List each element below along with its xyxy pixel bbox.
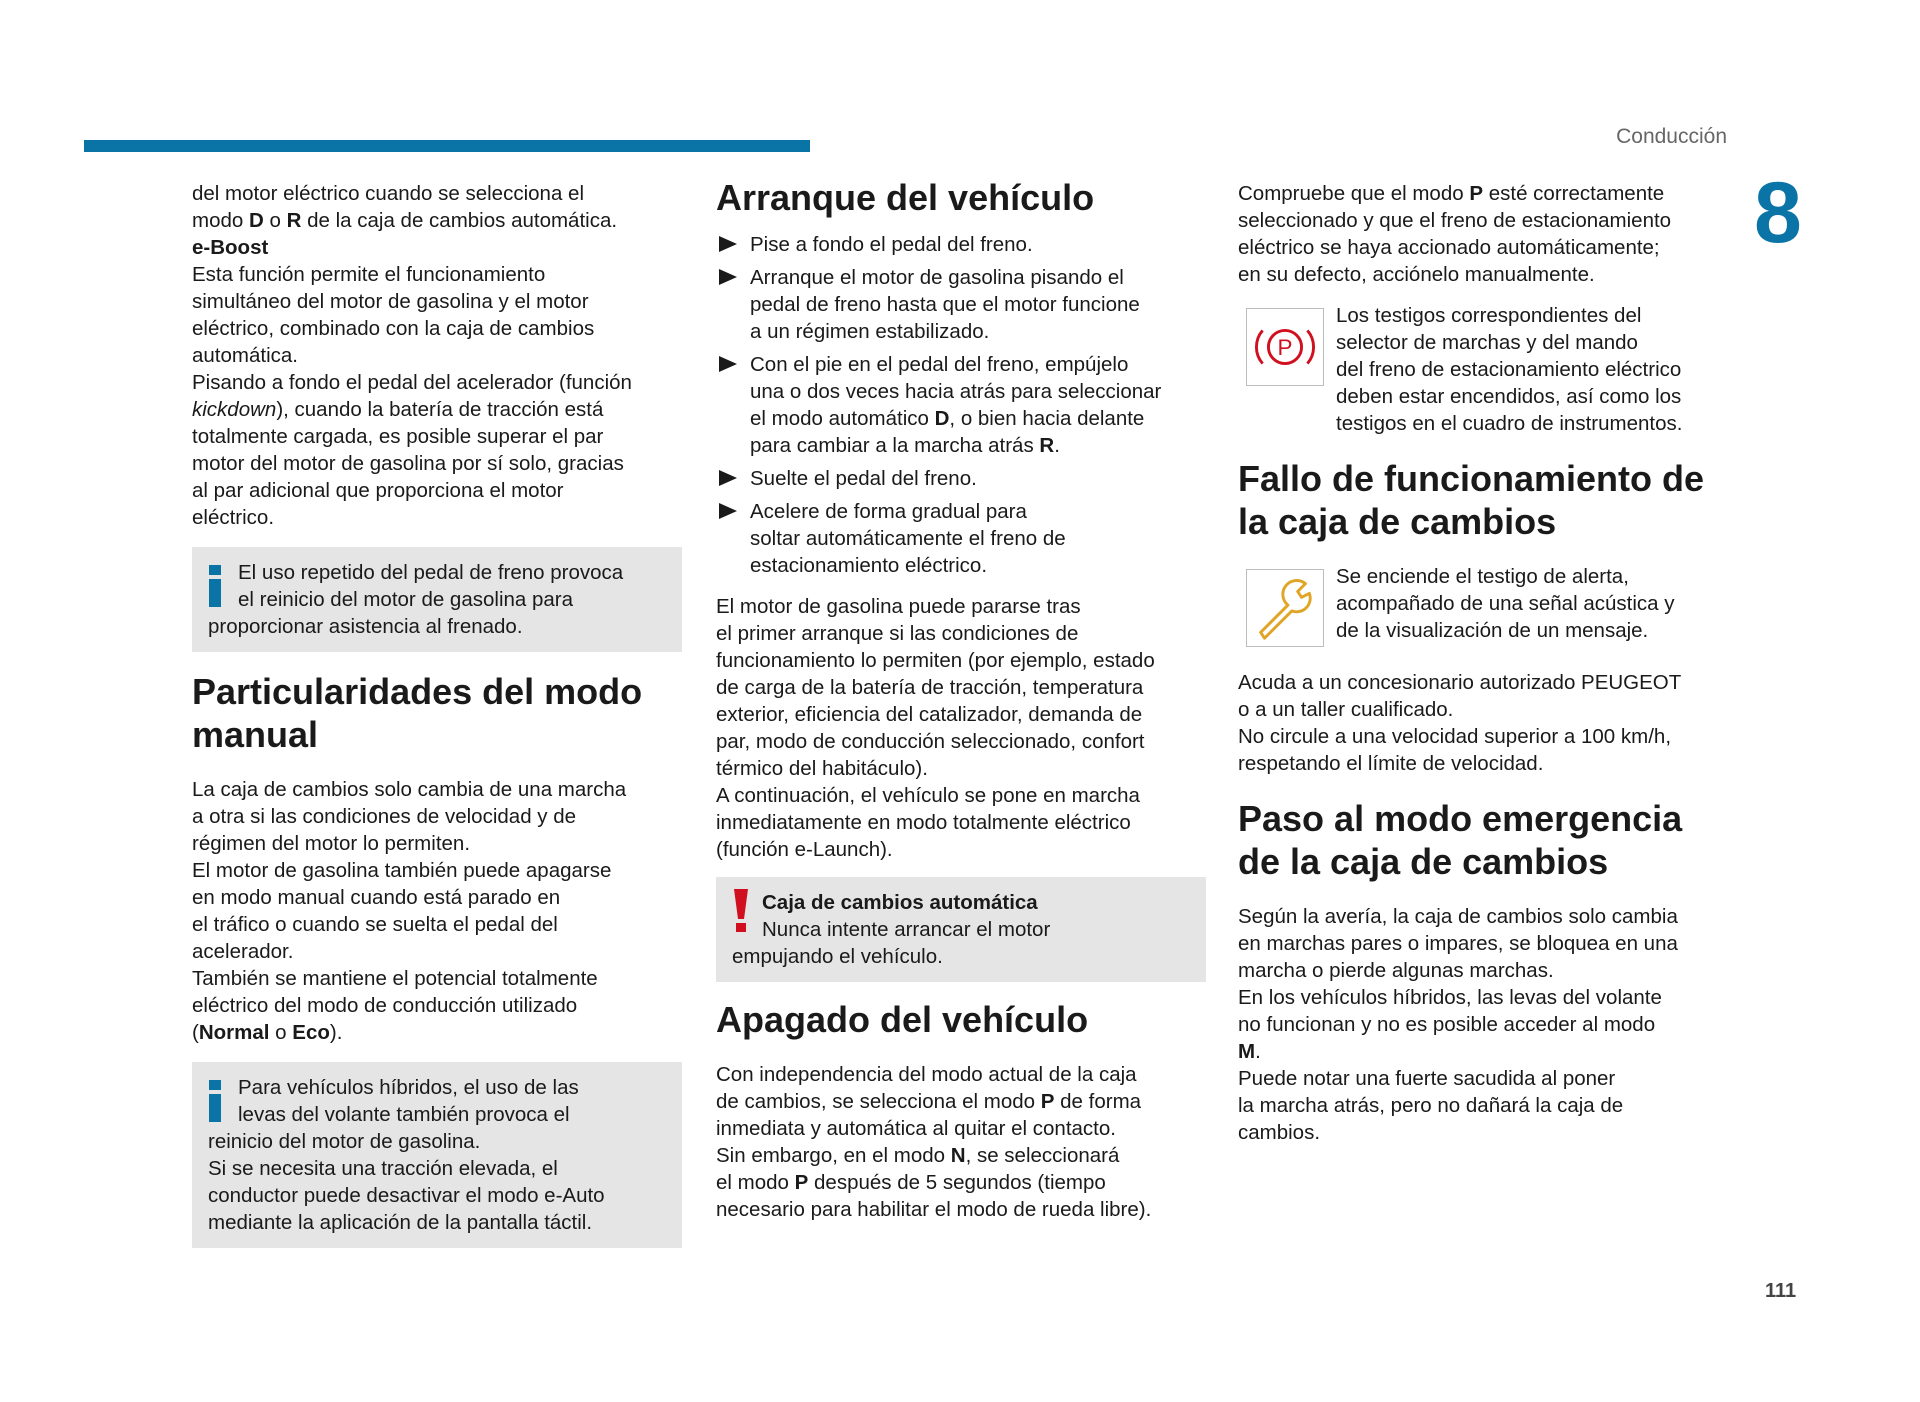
text-line: de carga de la batería de tracción, temperatura: [716, 676, 1144, 699]
step-text-line: Acelere de forma gradual para: [750, 500, 1027, 523]
text-line: del motor eléctrico cuando se selecciona el: [192, 182, 584, 205]
text-line: e-Boost: [192, 236, 269, 259]
info-icon: [208, 565, 222, 607]
step-text-line: el modo automático D, o bien hacia delante: [750, 407, 1145, 430]
text-line: seleccionado y que el freno de estacionamiento: [1238, 209, 1672, 232]
fault-lamp-row: [1238, 563, 1734, 647]
text-line: funcionamiento lo permiten (por ejemplo, estado: [716, 649, 1155, 672]
heading-emergency-mode: [1238, 797, 1734, 883]
text-line: el modo P después de 5 segundos (tiempo: [716, 1171, 1106, 1194]
step-text-line: pedal de freno hasta que el motor funcione: [750, 293, 1140, 316]
note-line: el reinicio del motor de gasolina para: [238, 588, 574, 611]
text-line: A continuación, el vehículo se pone en marcha: [716, 784, 1140, 807]
intro-paragraph: [192, 180, 682, 531]
parking-brake-warning-icon: [1246, 308, 1324, 386]
start-steps-list: [716, 231, 1206, 579]
text-line: Según la avería, la caja de cambios solo cambia: [1238, 905, 1678, 928]
step-text-line: estacionamiento eléctrico.: [750, 554, 988, 577]
check-paragraph: [1238, 180, 1734, 288]
warning-note: [716, 877, 1206, 982]
column-2: [716, 177, 1206, 1223]
step-arrow-icon: [718, 502, 738, 520]
text-line: a otra si las condiciones de velocidad y de: [192, 805, 577, 828]
text-line: automática.: [192, 344, 298, 367]
text-line: También se mantiene el potencial totalmente: [192, 967, 598, 990]
page-number: 111: [1765, 1280, 1797, 1302]
step-arrow-icon: [718, 268, 738, 286]
heading-line: la caja de cambios: [1238, 501, 1557, 542]
start-paragraph: [716, 593, 1206, 863]
step-text-line: Pise a fondo el pedal del freno.: [750, 233, 1033, 256]
text-line: Esta función permite el funcionamiento: [192, 263, 546, 286]
text-line: eléctrico del modo de conducción utilizado: [192, 994, 578, 1017]
stop-paragraph: [716, 1061, 1206, 1223]
text-line: inmediata y automática al quitar el contacto.: [716, 1117, 1116, 1140]
step-text-line: soltar automáticamente el freno de: [750, 527, 1066, 550]
fault-paragraph: [1238, 669, 1734, 777]
text-line: en su defecto, acciónelo manualmente.: [1238, 263, 1595, 286]
heading-line: Paso al modo emergencia: [1238, 798, 1683, 839]
chapter-number: 8: [1754, 165, 1802, 261]
start-step: [716, 498, 1206, 579]
text-line: térmico del habitáculo).: [716, 757, 928, 780]
warning-line-2: empujando el vehículo.: [732, 945, 943, 968]
heading-line: Particularidades del modo: [192, 671, 643, 712]
warning-icon: [730, 889, 752, 933]
text-line: respetando el límite de velocidad.: [1238, 752, 1544, 775]
hybrid-info-note-text: [208, 1074, 668, 1236]
warning-line-1: Nunca intente arrancar el motor: [762, 918, 1051, 941]
hybrid-info-note: [192, 1062, 682, 1248]
text-line: régimen del motor lo permiten.: [192, 832, 471, 855]
parking-icon-label: P: [1277, 334, 1293, 360]
text-line: No circule a una velocidad superior a 100 km/h,: [1238, 725, 1672, 748]
heading-vehicle-start: [716, 176, 1206, 219]
note-line: levas del volante también provoca el: [238, 1103, 570, 1126]
start-step: [716, 465, 1206, 492]
step-arrow-icon: [718, 235, 738, 253]
text-line: testigos en el cuadro de instrumentos.: [1336, 412, 1683, 435]
note-line: El uso repetido del pedal de freno provoca: [238, 561, 624, 584]
step-text-line: a un régimen estabilizado.: [750, 320, 990, 343]
text-line: selector de marchas y del mando: [1336, 331, 1638, 354]
warning-title: Caja de cambios automática: [762, 891, 1038, 914]
text-line: El motor de gasolina puede pararse tras: [716, 595, 1081, 618]
text-line: deben estar encendidos, así como los: [1336, 385, 1682, 408]
manual-mode-paragraph: [192, 776, 682, 1046]
note-line: Para vehículos híbridos, el uso de las: [238, 1076, 579, 1099]
text-line: Con independencia del modo actual de la caja: [716, 1063, 1137, 1086]
note-line: proporcionar asistencia al frenado.: [208, 615, 523, 638]
text-line: inmediatamente en modo totalmente eléctrico: [716, 811, 1131, 834]
text-line: Puede notar una fuerte sacudida al poner: [1238, 1067, 1616, 1090]
text-line: totalmente cargada, es posible superar el par: [192, 425, 604, 448]
text-line: modo D o R de la caja de cambios automática.: [192, 209, 618, 232]
start-step: [716, 264, 1206, 345]
text-line: Compruebe que el modo P esté correctamente: [1238, 182, 1665, 205]
info-icon: [208, 1080, 222, 1122]
heading-line: manual: [192, 714, 319, 755]
text-line: del freno de estacionamiento eléctrico: [1336, 358, 1682, 381]
start-step: [716, 351, 1206, 459]
heading-vehicle-stop: [716, 998, 1206, 1041]
heading-line: Apagado del vehículo: [716, 999, 1089, 1040]
text-line: Sin embargo, en el modo N, se seleccionará: [716, 1144, 1120, 1167]
text-line: eléctrico.: [192, 506, 275, 529]
text-line: eléctrico, combinado con la caja de cambios: [192, 317, 595, 340]
text-line: (función e-Launch).: [716, 838, 893, 861]
emergency-paragraph: [1238, 903, 1734, 1146]
text-line: motor del motor de gasolina por sí solo, gracias: [192, 452, 624, 475]
text-line: eléctrico se haya accionado automáticamente;: [1238, 236, 1660, 259]
text-line: simultáneo del motor de gasolina y el motor: [192, 290, 589, 313]
column-1: [192, 180, 682, 1248]
section-title: Conducción: [1616, 125, 1727, 148]
heading-gearbox-fault: [1238, 457, 1734, 543]
fault-lamp-text: [1336, 563, 1734, 644]
heading-line: de la caja de cambios: [1238, 841, 1609, 882]
text-line: Se enciende el testigo de alerta,: [1336, 565, 1629, 588]
text-line: Los testigos correspondientes del: [1336, 304, 1642, 327]
step-text-line: una o dos veces hacia atrás para seleccionar: [750, 380, 1162, 403]
text-line: par, modo de conducción seleccionado, confort: [716, 730, 1145, 753]
note-line: Si se necesita una tracción elevada, el: [208, 1157, 558, 1180]
step-text-line: para cambiar a la marcha atrás R.: [750, 434, 1060, 457]
heading-manual-mode: [192, 670, 682, 756]
header-accent-bar: [84, 140, 810, 152]
step-text-line: Con el pie en el pedal del freno, empújelo: [750, 353, 1129, 376]
text-line: de cambios, se selecciona el modo P de forma: [716, 1090, 1142, 1113]
text-line: el tráfico o cuando se suelta el pedal del: [192, 913, 558, 936]
step-arrow-icon: [718, 355, 738, 373]
info-note-text: [208, 559, 668, 640]
info-note: [192, 547, 682, 652]
text-line: kickdown), cuando la batería de tracción está: [192, 398, 604, 421]
text-line: de la visualización de un mensaje.: [1336, 619, 1649, 642]
text-line: exterior, eficiencia del catalizador, demanda de: [716, 703, 1143, 726]
start-step: [716, 231, 1206, 258]
heading-line: Arranque del vehículo: [716, 177, 1095, 218]
text-line: en marchas pares o impares, se bloquea en una: [1238, 932, 1678, 955]
text-line: acompañado de una señal acústica y: [1336, 592, 1675, 615]
text-line: La caja de cambios solo cambia de una marcha: [192, 778, 627, 801]
note-line: reinicio del motor de gasolina.: [208, 1130, 481, 1153]
text-line: En los vehículos híbridos, las levas del volante: [1238, 986, 1662, 1009]
wrench-warning-icon: [1246, 569, 1324, 647]
text-line: (Normal o Eco).: [192, 1021, 343, 1044]
parking-brake-lamp-row: [1238, 302, 1734, 437]
text-line: Acuda a un concesionario autorizado PEUGEOT: [1238, 671, 1682, 694]
text-line: no funcionan y no es posible acceder al modo: [1238, 1013, 1656, 1036]
column-3: [1238, 180, 1734, 1146]
step-text-line: Arranque el motor de gasolina pisando el: [750, 266, 1124, 289]
step-arrow-icon: [718, 469, 738, 487]
text-line: M.: [1238, 1040, 1261, 1063]
text-line: al par adicional que proporciona el motor: [192, 479, 564, 502]
note-line: conductor puede desactivar el modo e-Auto: [208, 1184, 605, 1207]
text-line: en modo manual cuando está parado en: [192, 886, 561, 909]
parking-lamp-text: [1336, 302, 1734, 437]
text-line: acelerador.: [192, 940, 294, 963]
text-line: El motor de gasolina también puede apagarse: [192, 859, 612, 882]
text-line: necesario para habilitar el modo de rueda libre).: [716, 1198, 1152, 1221]
text-line: cambios.: [1238, 1121, 1321, 1144]
heading-line: Fallo de funcionamiento de: [1238, 458, 1705, 499]
text-line: marcha o pierde algunas marchas.: [1238, 959, 1554, 982]
step-text-line: Suelte el pedal del freno.: [750, 467, 977, 490]
note-line: mediante la aplicación de la pantalla táctil.: [208, 1211, 593, 1234]
text-line: el primer arranque si las condiciones de: [716, 622, 1079, 645]
text-line: Pisando a fondo el pedal del acelerador (función: [192, 371, 632, 394]
text-line: o a un taller cualificado.: [1238, 698, 1454, 721]
text-line: la marcha atrás, pero no dañará la caja de: [1238, 1094, 1624, 1117]
